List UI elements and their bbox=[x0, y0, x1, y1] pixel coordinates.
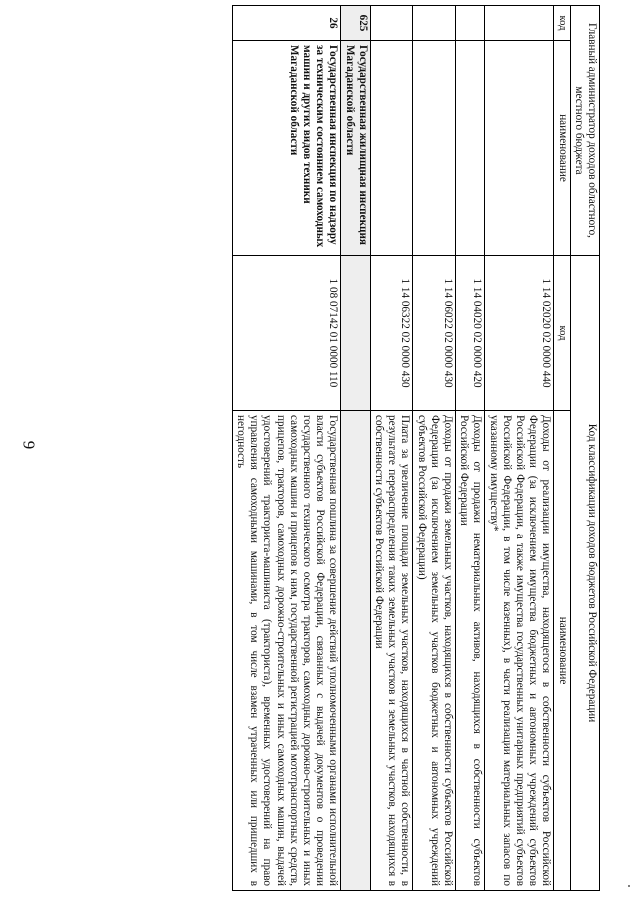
admin-code-cell bbox=[485, 6, 554, 41]
kbk-name-cell: Государственная пошлина за совершение действий уполномоченными органами исполнительной власти субъектов Российской Федерации, связанных с выдачей документов о проведении государственного технического осмотра тракторов, самоходных дорожно-строительных и иных самоходных машин и прицепов к ним, государственной регистрацией мототранспортных средств, прицепов, тракторов, самоходных дорожно-строительных и иных самоходных машин, выдачей удостоверений тракториста-машиниста (тракториста), временных удостоверений на право управления самоходными машинами, в том числе взамен утраченных или пришедших в негодность bbox=[232, 411, 341, 891]
admin-code-cell bbox=[370, 6, 413, 41]
table-row bbox=[413, 6, 456, 891]
admin-name-cell bbox=[455, 41, 484, 256]
header-kbk-name: наименование bbox=[554, 411, 570, 891]
kbk-code-cell: 1 08 07142 01 0000 110 bbox=[232, 256, 341, 411]
header-admin-name: наименование bbox=[554, 41, 570, 256]
table-row bbox=[341, 6, 370, 891]
kbk-name-cell: Доходы от реализации имущества, находящегося в собственности субъектов Российской Федерации (за исключением имущества бюджетных и автономных учреждений субъектов Российской Федерации, а также имущества государственных унитарных предприятий субъектов Российской Федерации, в том числе казенных), в части реализации материальных запасов по указанному имуществу* bbox=[485, 411, 554, 891]
header-admin-code: код bbox=[554, 6, 570, 41]
kbk-code-cell: 1 14 06322 02 0000 430 bbox=[370, 256, 413, 411]
admin-name-cell: Государственная жилищная инспекция Магаданской области bbox=[341, 41, 370, 256]
table-row bbox=[232, 6, 341, 891]
admin-name-cell bbox=[370, 41, 413, 256]
kbk-code-cell: 1 14 06022 02 0000 430 bbox=[413, 256, 456, 411]
admin-code-cell: 26 bbox=[232, 6, 341, 41]
page-number: 9 bbox=[19, 440, 39, 450]
kbk-code-cell: 1 14 04020 02 0000 420 bbox=[455, 256, 484, 411]
kbk-code-cell: 1 14 02020 02 0000 440 bbox=[485, 256, 554, 411]
admin-code-cell bbox=[413, 6, 456, 41]
kbk-name-cell: Доходы от продажи земельных участков, находящихся в собственности субъектов Российской Федерации (за исключением земельных участков бюджетных и автономных учреждений субъектов Российской Федерации) bbox=[413, 411, 456, 891]
scan-speck bbox=[628, 885, 630, 887]
rotated-table-wrapper bbox=[80, 5, 600, 890]
admin-code-cell: 625 bbox=[341, 6, 370, 41]
admin-name-cell bbox=[485, 41, 554, 256]
table-row bbox=[370, 6, 413, 891]
kbk-name-cell: Доходы от продажи нематериальных активов, находящихся в собственности субъектов Российской Федерации bbox=[455, 411, 484, 891]
budget-revenue-table bbox=[232, 5, 600, 891]
kbk-code-cell bbox=[341, 256, 370, 411]
table-row bbox=[485, 6, 554, 891]
kbk-name-cell bbox=[341, 411, 370, 891]
header-admin-group: Главный администратор доходов областного, местного бюджета bbox=[570, 6, 599, 256]
header-kbk-code: код bbox=[554, 256, 570, 411]
kbk-name-cell: Плата за увеличение площади земельных участков, находящихся в частной собственности, в результате перераспределения таких земельных участков и земельных участков, находящихся в собственности субъектов Российской Федерации bbox=[370, 411, 413, 891]
admin-name-cell bbox=[413, 41, 456, 256]
admin-name-cell: Государственная инспекция по надзору за техническим состоянием самоходных машин и других видов техники Магаданской области bbox=[232, 41, 341, 256]
table-row bbox=[455, 6, 484, 891]
admin-code-cell bbox=[455, 6, 484, 41]
header-kbk-group: Код классификации доходов бюджетов Российской Федерации bbox=[570, 256, 599, 891]
